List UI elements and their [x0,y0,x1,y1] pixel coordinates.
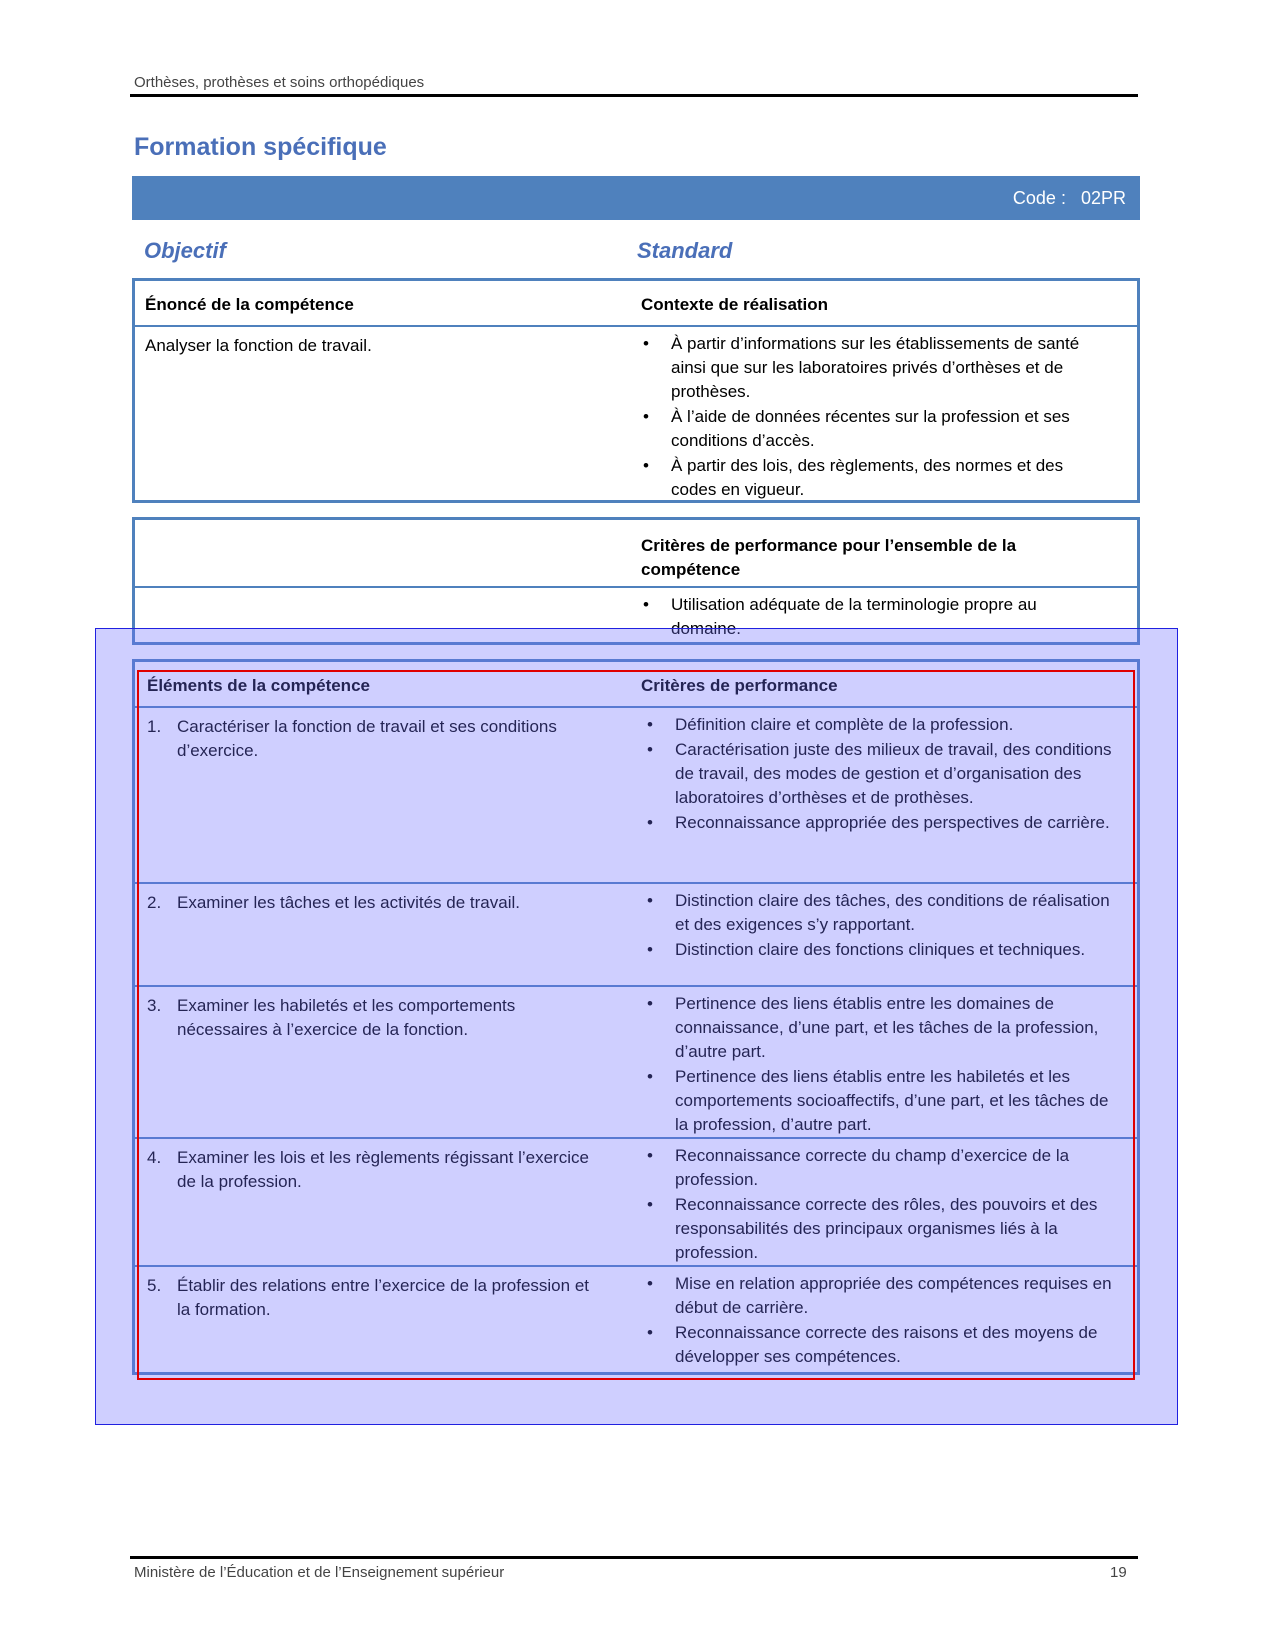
competence-table [132,278,1140,503]
element-text: Caractériser la fonction de travail et ses conditions d’exercice. [177,717,557,760]
row-divider [135,586,1137,588]
element-number: 2. [147,893,162,912]
code-bar [132,176,1140,220]
competence-statement: Analyser la fonction de travail. [145,336,372,355]
footer-ministry: Ministère de l’Éducation et de l’Enseignement supérieur [134,1564,505,1581]
header-rule [130,94,1138,97]
list-item: • Pertinence des liens établis entre les domaines de connaissance, d’une part, et les tâches de la profession, d’autre part. [645,992,1115,1064]
row-divider [135,325,1137,327]
list-item: • Reconnaissance appropriée des perspectives de carrière. [645,811,1115,835]
element-text: Établir des relations entre l’exercice de la profession et la formation. [177,1276,589,1319]
context-list [641,332,1111,503]
context-heading: Contexte de réalisation [641,295,829,314]
list-item: • Caractérisation juste des milieux de travail, des conditions de travail, des modes de gestion et d’organisation des laboratoires d’orthèses et de prothèses. [645,738,1115,810]
code-text [1013,188,1126,209]
list-item: • Mise en relation appropriée des compétences requises en début de carrière. [645,1272,1115,1320]
footer-rule [130,1556,1138,1559]
list-item: • À partir d’informations sur les établissements de santé ainsi que sur les laboratoires privés d’orthèses et de prothèses. [641,332,1111,404]
objective-heading: Objectif [144,238,226,263]
element-number: 1. [147,717,162,736]
overall-criteria-heading: Critères de performance pour l’ensemble de la compétence [641,536,1017,579]
criteria-heading: Critères de performance [641,676,838,695]
element-number: 3. [147,996,162,1015]
element-number: 5. [147,1276,162,1295]
standard-heading: Standard [637,238,733,263]
focus-frame [137,670,1135,1380]
list-item: • À partir des lois, des règlements, des normes et des codes en vigueur. [641,454,1111,502]
code-value: 02PR [1080,188,1126,208]
element-number: 4. [147,1148,162,1167]
list-item: • Pertinence des liens établis entre les habiletés et les comportements socioaffectifs, d’une part, et les tâches de la profession, d’autre part. [645,1065,1115,1137]
list-item: • Définition claire et complète de la profession. [645,713,1115,737]
statement-heading: Énoncé de la compétence [145,295,354,314]
elements-heading: Éléments de la compétence [147,676,370,695]
code-label: Code : [1012,188,1066,208]
running-header: Orthèses, prothèses et soins orthopédiques [134,74,425,91]
list-item: • Distinction claire des tâches, des conditions de réalisation et des exigences s’y rapportant. [645,889,1115,937]
list-item: • À l’aide de données récentes sur la profession et ses conditions d’accès. [641,405,1111,453]
element-text: Examiner les lois et les règlements régissant l’exercice de la profession. [177,1148,589,1191]
overall-criteria-table [132,517,1140,645]
list-item: • Reconnaissance correcte des rôles, des pouvoirs et des responsabilités des principaux organismes liés à la profession. [645,1193,1115,1265]
list-item: • Utilisation adéquate de la terminologie propre au domaine. [641,593,1111,641]
page-number: 19 [1110,1564,1127,1581]
element-text: Examiner les tâches et les activités de travail. [177,893,520,912]
list-item: • Reconnaissance correcte du champ d’exercice de la profession. [645,1144,1115,1192]
section-title: Formation spécifique [134,133,387,161]
list-item: • Distinction claire des fonctions cliniques et techniques. [645,938,1115,962]
list-item: • Reconnaissance correcte des raisons et des moyens de développer ses compétences. [645,1321,1115,1369]
element-text: Examiner les habiletés et les comportements nécessaires à l’exercice de la fonction. [177,996,516,1039]
